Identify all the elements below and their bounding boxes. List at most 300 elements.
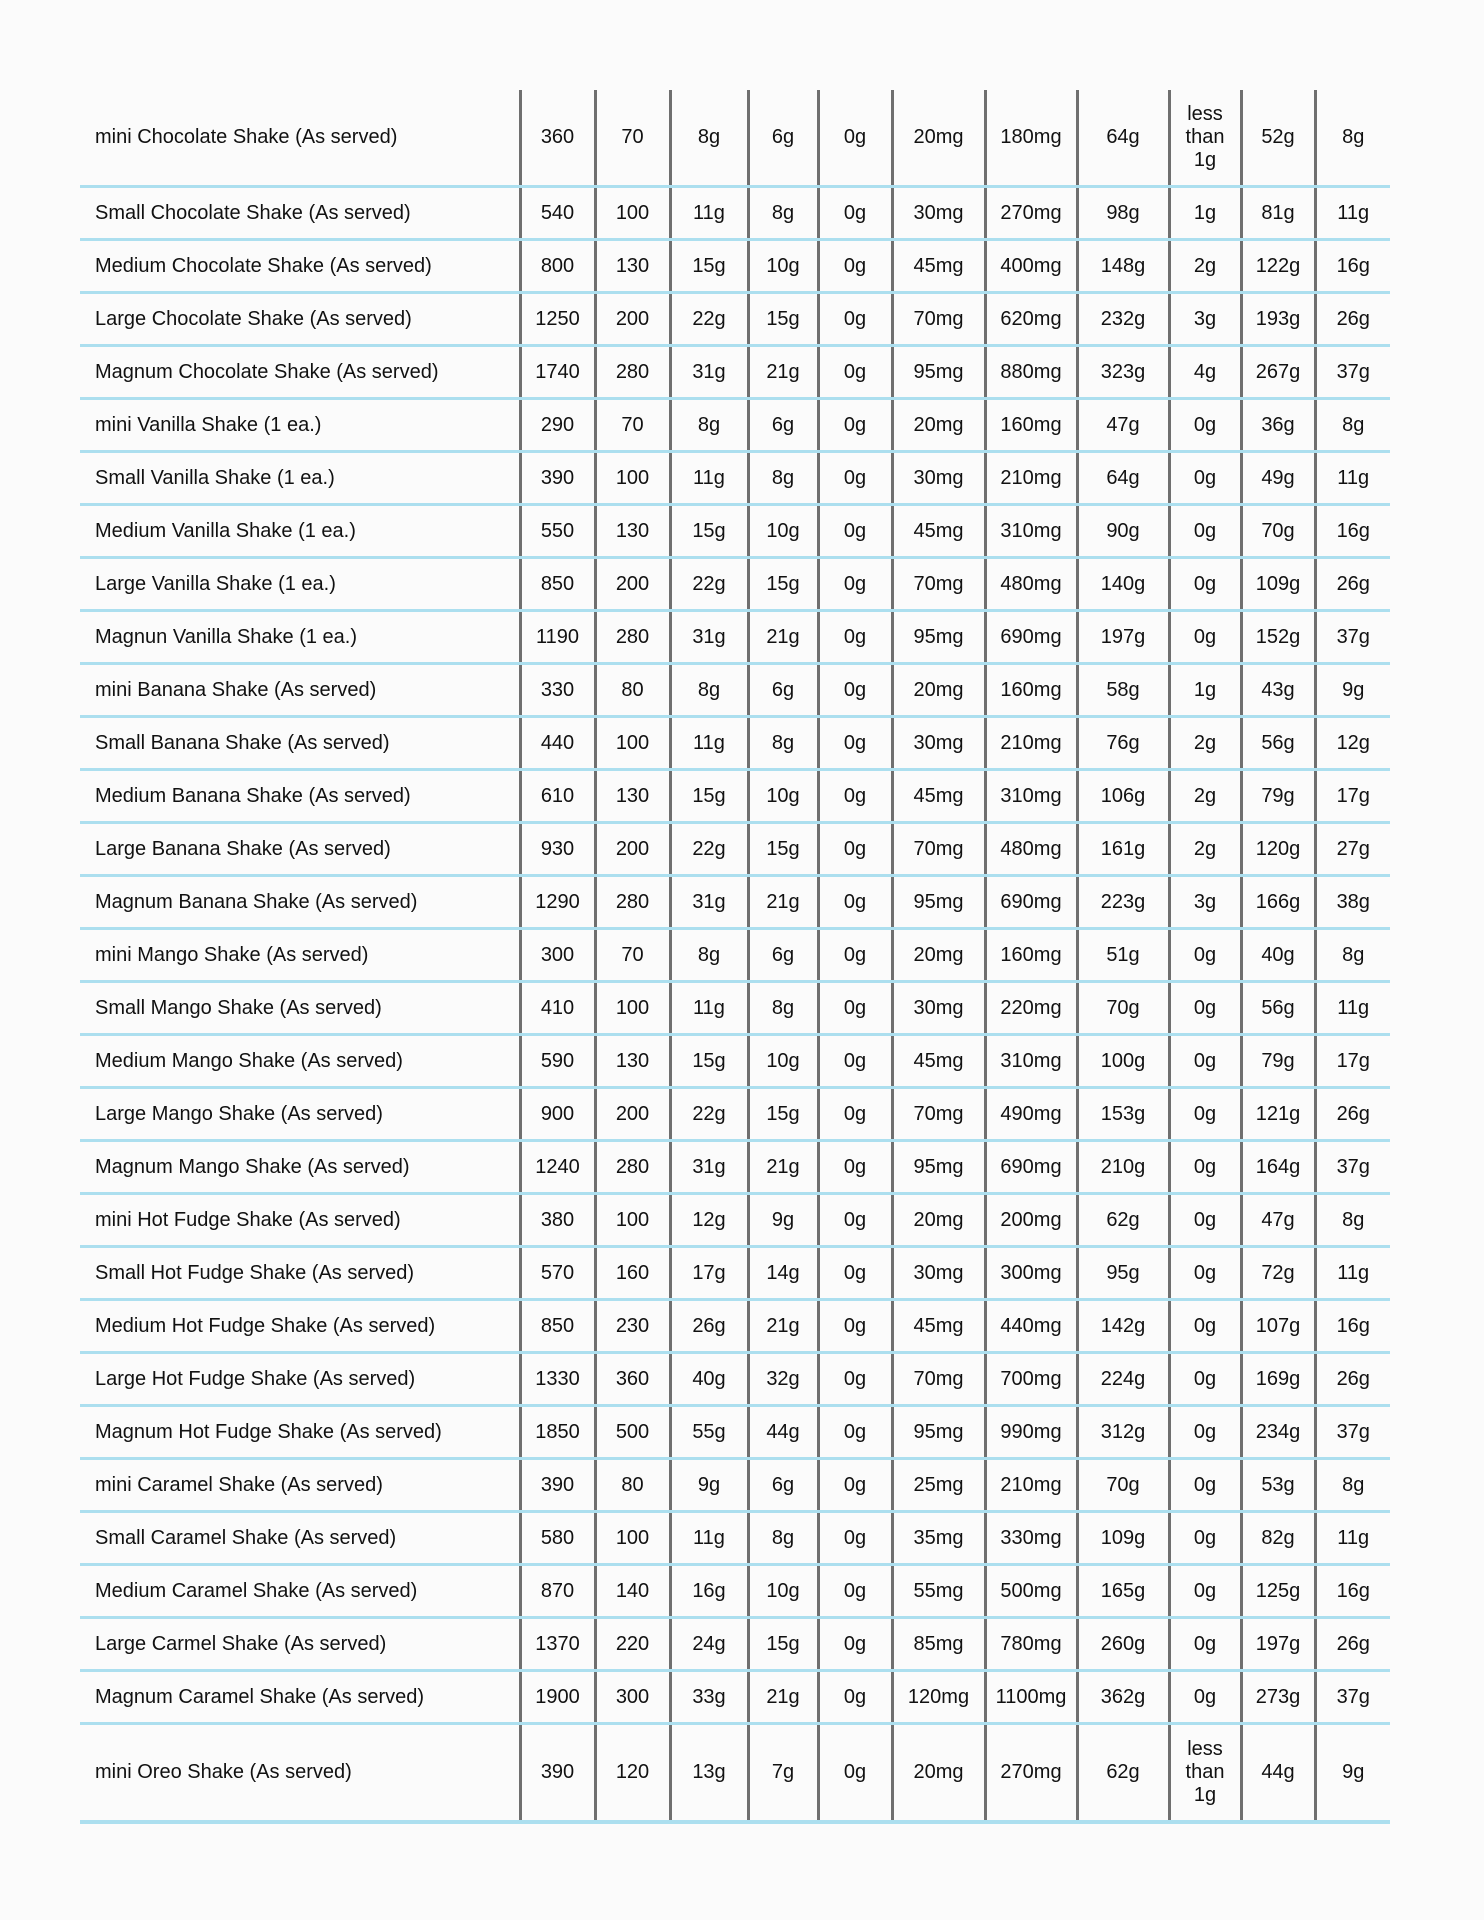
cell-total-fat: 31g <box>670 876 748 929</box>
cell-trans-fat: 0g <box>818 1565 892 1618</box>
cell-carbohydrates: 62g <box>1077 1724 1169 1823</box>
cell-sodium: 880mg <box>985 346 1077 399</box>
cell-protein: 26g <box>1315 1618 1390 1671</box>
cell-sugars: 81g <box>1241 187 1315 240</box>
table-row <box>80 1671 1390 1724</box>
cell-calories-from-fat: 130 <box>595 1035 670 1088</box>
cell-protein: 11g <box>1315 187 1390 240</box>
cell-total-fat: 11g <box>670 187 748 240</box>
cell-cholesterol: 20mg <box>892 929 985 982</box>
cell-dietary-fiber: 0g <box>1169 1671 1241 1724</box>
cell-protein: 26g <box>1315 1088 1390 1141</box>
cell-item: Medium Hot Fudge Shake (As served) <box>80 1300 520 1353</box>
table-row <box>80 90 1390 187</box>
cell-item: mini Mango Shake (As served) <box>80 929 520 982</box>
cell-dietary-fiber: 0g <box>1169 1512 1241 1565</box>
cell-calories-from-fat: 130 <box>595 505 670 558</box>
cell-protein: 11g <box>1315 982 1390 1035</box>
cell-trans-fat: 0g <box>818 611 892 664</box>
table-row <box>80 1247 1390 1300</box>
table-row <box>80 558 1390 611</box>
cell-calories: 580 <box>520 1512 595 1565</box>
cell-carbohydrates: 95g <box>1077 1247 1169 1300</box>
cell-item: Small Vanilla Shake (1 ea.) <box>80 452 520 505</box>
cell-dietary-fiber: 0g <box>1169 558 1241 611</box>
cell-calories: 900 <box>520 1088 595 1141</box>
cell-carbohydrates: 362g <box>1077 1671 1169 1724</box>
cell-carbohydrates: 210g <box>1077 1141 1169 1194</box>
cell-protein: 16g <box>1315 505 1390 558</box>
cell-carbohydrates: 148g <box>1077 240 1169 293</box>
cell-dietary-fiber: 0g <box>1169 1459 1241 1512</box>
cell-calories-from-fat: 130 <box>595 240 670 293</box>
cell-total-fat: 8g <box>670 90 748 187</box>
cell-carbohydrates: 142g <box>1077 1300 1169 1353</box>
table-row <box>80 293 1390 346</box>
cell-cholesterol: 30mg <box>892 717 985 770</box>
cell-calories-from-fat: 280 <box>595 1141 670 1194</box>
cell-calories-from-fat: 200 <box>595 1088 670 1141</box>
cell-sodium: 990mg <box>985 1406 1077 1459</box>
cell-calories: 1250 <box>520 293 595 346</box>
cell-calories-from-fat: 100 <box>595 452 670 505</box>
cell-dietary-fiber: 0g <box>1169 452 1241 505</box>
cell-trans-fat: 0g <box>818 399 892 452</box>
cell-total-fat: 15g <box>670 240 748 293</box>
cell-protein: 37g <box>1315 1671 1390 1724</box>
cell-sodium: 310mg <box>985 1035 1077 1088</box>
cell-cholesterol: 35mg <box>892 1512 985 1565</box>
cell-protein: 16g <box>1315 240 1390 293</box>
cell-cholesterol: 30mg <box>892 982 985 1035</box>
cell-cholesterol: 95mg <box>892 611 985 664</box>
cell-sugars: 49g <box>1241 452 1315 505</box>
cell-saturated-fat: 8g <box>748 1512 818 1565</box>
cell-total-fat: 15g <box>670 505 748 558</box>
cell-total-fat: 8g <box>670 929 748 982</box>
cell-trans-fat: 0g <box>818 823 892 876</box>
cell-cholesterol: 45mg <box>892 240 985 293</box>
cell-calories-from-fat: 220 <box>595 1618 670 1671</box>
cell-trans-fat: 0g <box>818 293 892 346</box>
cell-trans-fat: 0g <box>818 1406 892 1459</box>
cell-protein: 9g <box>1315 664 1390 717</box>
cell-total-fat: 22g <box>670 293 748 346</box>
cell-sugars: 166g <box>1241 876 1315 929</box>
cell-sodium: 210mg <box>985 452 1077 505</box>
table-row <box>80 1141 1390 1194</box>
table-row <box>80 982 1390 1035</box>
cell-calories: 330 <box>520 664 595 717</box>
cell-calories: 1190 <box>520 611 595 664</box>
cell-sugars: 125g <box>1241 1565 1315 1618</box>
cell-cholesterol: 20mg <box>892 399 985 452</box>
cell-calories-from-fat: 100 <box>595 1194 670 1247</box>
cell-sodium: 270mg <box>985 1724 1077 1823</box>
cell-dietary-fiber: 1g <box>1169 187 1241 240</box>
cell-dietary-fiber: 4g <box>1169 346 1241 399</box>
cell-saturated-fat: 15g <box>748 823 818 876</box>
cell-carbohydrates: 47g <box>1077 399 1169 452</box>
cell-protein: 8g <box>1315 1459 1390 1512</box>
cell-calories: 1900 <box>520 1671 595 1724</box>
cell-cholesterol: 30mg <box>892 1247 985 1300</box>
cell-total-fat: 22g <box>670 1088 748 1141</box>
cell-total-fat: 31g <box>670 1141 748 1194</box>
cell-sodium: 700mg <box>985 1353 1077 1406</box>
cell-total-fat: 8g <box>670 399 748 452</box>
cell-item: Large Hot Fudge Shake (As served) <box>80 1353 520 1406</box>
cell-carbohydrates: 51g <box>1077 929 1169 982</box>
cell-trans-fat: 0g <box>818 1724 892 1823</box>
cell-calories: 610 <box>520 770 595 823</box>
cell-item: mini Oreo Shake (As served) <box>80 1724 520 1823</box>
cell-cholesterol: 70mg <box>892 1088 985 1141</box>
cell-calories-from-fat: 100 <box>595 1512 670 1565</box>
cell-calories: 1330 <box>520 1353 595 1406</box>
cell-sodium: 400mg <box>985 240 1077 293</box>
cell-item: Small Banana Shake (As served) <box>80 717 520 770</box>
cell-item: Magnum Hot Fudge Shake (As served) <box>80 1406 520 1459</box>
table-row <box>80 664 1390 717</box>
cell-protein: 8g <box>1315 399 1390 452</box>
cell-total-fat: 15g <box>670 1035 748 1088</box>
cell-sugars: 43g <box>1241 664 1315 717</box>
cell-sugars: 72g <box>1241 1247 1315 1300</box>
cell-saturated-fat: 15g <box>748 1618 818 1671</box>
cell-dietary-fiber: 3g <box>1169 876 1241 929</box>
cell-cholesterol: 20mg <box>892 90 985 187</box>
cell-protein: 16g <box>1315 1300 1390 1353</box>
cell-trans-fat: 0g <box>818 558 892 611</box>
cell-carbohydrates: 58g <box>1077 664 1169 717</box>
cell-sodium: 690mg <box>985 876 1077 929</box>
cell-saturated-fat: 21g <box>748 1141 818 1194</box>
cell-dietary-fiber: 0g <box>1169 1141 1241 1194</box>
cell-total-fat: 55g <box>670 1406 748 1459</box>
cell-item: Magnum Caramel Shake (As served) <box>80 1671 520 1724</box>
cell-sugars: 44g <box>1241 1724 1315 1823</box>
cell-protein: 37g <box>1315 611 1390 664</box>
cell-total-fat: 11g <box>670 1512 748 1565</box>
cell-sodium: 160mg <box>985 399 1077 452</box>
table-row <box>80 1035 1390 1088</box>
cell-item: Large Mango Shake (As served) <box>80 1088 520 1141</box>
cell-sodium: 210mg <box>985 1459 1077 1512</box>
cell-protein: 37g <box>1315 1141 1390 1194</box>
cell-calories-from-fat: 200 <box>595 558 670 611</box>
cell-total-fat: 13g <box>670 1724 748 1823</box>
cell-total-fat: 22g <box>670 823 748 876</box>
cell-item: Large Chocolate Shake (As served) <box>80 293 520 346</box>
table-row <box>80 1088 1390 1141</box>
cell-trans-fat: 0g <box>818 240 892 293</box>
cell-sodium: 160mg <box>985 929 1077 982</box>
cell-dietary-fiber: 0g <box>1169 1353 1241 1406</box>
cell-calories-from-fat: 200 <box>595 293 670 346</box>
cell-dietary-fiber: 0g <box>1169 399 1241 452</box>
cell-calories: 1290 <box>520 876 595 929</box>
cell-cholesterol: 55mg <box>892 1565 985 1618</box>
cell-cholesterol: 95mg <box>892 876 985 929</box>
table-row <box>80 929 1390 982</box>
cell-sugars: 152g <box>1241 611 1315 664</box>
cell-protein: 8g <box>1315 929 1390 982</box>
cell-total-fat: 17g <box>670 1247 748 1300</box>
cell-calories: 440 <box>520 717 595 770</box>
cell-total-fat: 8g <box>670 664 748 717</box>
cell-calories-from-fat: 280 <box>595 611 670 664</box>
cell-protein: 26g <box>1315 1353 1390 1406</box>
cell-carbohydrates: 106g <box>1077 770 1169 823</box>
cell-item: mini Chocolate Shake (As served) <box>80 90 520 187</box>
cell-dietary-fiber: 0g <box>1169 1194 1241 1247</box>
cell-sodium: 180mg <box>985 90 1077 187</box>
table-row <box>80 1565 1390 1618</box>
cell-calories: 540 <box>520 187 595 240</box>
cell-sodium: 310mg <box>985 770 1077 823</box>
cell-trans-fat: 0g <box>818 346 892 399</box>
cell-sodium: 490mg <box>985 1088 1077 1141</box>
cell-calories: 1370 <box>520 1618 595 1671</box>
cell-sodium: 690mg <box>985 1141 1077 1194</box>
cell-saturated-fat: 21g <box>748 346 818 399</box>
cell-carbohydrates: 90g <box>1077 505 1169 558</box>
cell-dietary-fiber: 2g <box>1169 717 1241 770</box>
cell-carbohydrates: 76g <box>1077 717 1169 770</box>
cell-protein: 26g <box>1315 558 1390 611</box>
cell-saturated-fat: 6g <box>748 399 818 452</box>
cell-saturated-fat: 8g <box>748 982 818 1035</box>
cell-dietary-fiber: less than 1g <box>1169 1724 1241 1823</box>
cell-saturated-fat: 9g <box>748 1194 818 1247</box>
cell-item: Magnum Banana Shake (As served) <box>80 876 520 929</box>
cell-sugars: 193g <box>1241 293 1315 346</box>
cell-calories-from-fat: 80 <box>595 664 670 717</box>
cell-protein: 11g <box>1315 1247 1390 1300</box>
cell-cholesterol: 95mg <box>892 346 985 399</box>
cell-protein: 11g <box>1315 452 1390 505</box>
cell-sugars: 107g <box>1241 1300 1315 1353</box>
cell-sodium: 440mg <box>985 1300 1077 1353</box>
cell-item: Magnum Mango Shake (As served) <box>80 1141 520 1194</box>
cell-item: Magnum Chocolate Shake (As served) <box>80 346 520 399</box>
cell-dietary-fiber: 0g <box>1169 929 1241 982</box>
cell-protein: 11g <box>1315 1512 1390 1565</box>
cell-calories-from-fat: 130 <box>595 770 670 823</box>
table-row <box>80 1459 1390 1512</box>
cell-trans-fat: 0g <box>818 1194 892 1247</box>
cell-sugars: 273g <box>1241 1671 1315 1724</box>
cell-dietary-fiber: less than 1g <box>1169 90 1241 187</box>
table-row <box>80 1300 1390 1353</box>
cell-cholesterol: 30mg <box>892 187 985 240</box>
table-row <box>80 823 1390 876</box>
cell-total-fat: 12g <box>670 1194 748 1247</box>
cell-trans-fat: 0g <box>818 1035 892 1088</box>
cell-cholesterol: 45mg <box>892 505 985 558</box>
cell-cholesterol: 30mg <box>892 452 985 505</box>
cell-sodium: 480mg <box>985 558 1077 611</box>
cell-item: Small Mango Shake (As served) <box>80 982 520 1035</box>
cell-dietary-fiber: 0g <box>1169 1035 1241 1088</box>
cell-trans-fat: 0g <box>818 452 892 505</box>
table-row <box>80 1724 1390 1823</box>
cell-saturated-fat: 7g <box>748 1724 818 1823</box>
cell-calories: 800 <box>520 240 595 293</box>
cell-cholesterol: 120mg <box>892 1671 985 1724</box>
cell-protein: 17g <box>1315 1035 1390 1088</box>
cell-saturated-fat: 6g <box>748 90 818 187</box>
cell-saturated-fat: 21g <box>748 1671 818 1724</box>
cell-trans-fat: 0g <box>818 876 892 929</box>
cell-carbohydrates: 64g <box>1077 90 1169 187</box>
cell-saturated-fat: 10g <box>748 1035 818 1088</box>
cell-total-fat: 22g <box>670 558 748 611</box>
cell-item: mini Caramel Shake (As served) <box>80 1459 520 1512</box>
cell-sodium: 690mg <box>985 611 1077 664</box>
cell-cholesterol: 70mg <box>892 293 985 346</box>
cell-dietary-fiber: 0g <box>1169 1565 1241 1618</box>
cell-trans-fat: 0g <box>818 505 892 558</box>
cell-sugars: 79g <box>1241 1035 1315 1088</box>
cell-sugars: 47g <box>1241 1194 1315 1247</box>
cell-sugars: 70g <box>1241 505 1315 558</box>
cell-calories: 870 <box>520 1565 595 1618</box>
cell-total-fat: 9g <box>670 1459 748 1512</box>
cell-trans-fat: 0g <box>818 664 892 717</box>
cell-dietary-fiber: 0g <box>1169 1618 1241 1671</box>
cell-sugars: 52g <box>1241 90 1315 187</box>
cell-total-fat: 31g <box>670 611 748 664</box>
cell-calories: 360 <box>520 90 595 187</box>
cell-dietary-fiber: 0g <box>1169 1406 1241 1459</box>
cell-item: Medium Banana Shake (As served) <box>80 770 520 823</box>
cell-trans-fat: 0g <box>818 1671 892 1724</box>
cell-protein: 8g <box>1315 1194 1390 1247</box>
cell-carbohydrates: 161g <box>1077 823 1169 876</box>
cell-sugars: 169g <box>1241 1353 1315 1406</box>
cell-item: Medium Mango Shake (As served) <box>80 1035 520 1088</box>
cell-carbohydrates: 232g <box>1077 293 1169 346</box>
cell-dietary-fiber: 0g <box>1169 611 1241 664</box>
cell-trans-fat: 0g <box>818 1618 892 1671</box>
nutrition-table-body <box>80 90 1390 1822</box>
cell-protein: 17g <box>1315 770 1390 823</box>
cell-saturated-fat: 10g <box>748 505 818 558</box>
cell-cholesterol: 70mg <box>892 558 985 611</box>
cell-cholesterol: 70mg <box>892 823 985 876</box>
cell-sugars: 121g <box>1241 1088 1315 1141</box>
cell-dietary-fiber: 2g <box>1169 823 1241 876</box>
cell-sugars: 267g <box>1241 346 1315 399</box>
cell-cholesterol: 20mg <box>892 664 985 717</box>
cell-total-fat: 11g <box>670 982 748 1035</box>
cell-cholesterol: 25mg <box>892 1459 985 1512</box>
cell-protein: 12g <box>1315 717 1390 770</box>
cell-saturated-fat: 14g <box>748 1247 818 1300</box>
cell-carbohydrates: 62g <box>1077 1194 1169 1247</box>
cell-saturated-fat: 44g <box>748 1406 818 1459</box>
cell-cholesterol: 45mg <box>892 1035 985 1088</box>
cell-saturated-fat: 15g <box>748 1088 818 1141</box>
cell-total-fat: 15g <box>670 770 748 823</box>
cell-trans-fat: 0g <box>818 1459 892 1512</box>
cell-total-fat: 40g <box>670 1353 748 1406</box>
cell-carbohydrates: 197g <box>1077 611 1169 664</box>
table-row <box>80 611 1390 664</box>
cell-protein: 8g <box>1315 90 1390 187</box>
cell-cholesterol: 20mg <box>892 1724 985 1823</box>
cell-dietary-fiber: 0g <box>1169 505 1241 558</box>
cell-saturated-fat: 21g <box>748 611 818 664</box>
cell-sugars: 40g <box>1241 929 1315 982</box>
cell-total-fat: 11g <box>670 717 748 770</box>
table-row <box>80 187 1390 240</box>
cell-calories-from-fat: 230 <box>595 1300 670 1353</box>
cell-calories-from-fat: 120 <box>595 1724 670 1823</box>
cell-sodium: 310mg <box>985 505 1077 558</box>
cell-calories-from-fat: 80 <box>595 1459 670 1512</box>
cell-sodium: 620mg <box>985 293 1077 346</box>
cell-saturated-fat: 21g <box>748 1300 818 1353</box>
cell-carbohydrates: 224g <box>1077 1353 1169 1406</box>
cell-calories-from-fat: 140 <box>595 1565 670 1618</box>
cell-calories: 850 <box>520 558 595 611</box>
cell-sugars: 122g <box>1241 240 1315 293</box>
cell-protein: 26g <box>1315 293 1390 346</box>
cell-sugars: 120g <box>1241 823 1315 876</box>
cell-calories-from-fat: 200 <box>595 823 670 876</box>
cell-calories-from-fat: 100 <box>595 982 670 1035</box>
cell-saturated-fat: 15g <box>748 293 818 346</box>
cell-sugars: 109g <box>1241 558 1315 611</box>
cell-dietary-fiber: 0g <box>1169 1300 1241 1353</box>
cell-carbohydrates: 312g <box>1077 1406 1169 1459</box>
cell-saturated-fat: 10g <box>748 240 818 293</box>
cell-calories: 590 <box>520 1035 595 1088</box>
cell-sodium: 300mg <box>985 1247 1077 1300</box>
cell-calories: 380 <box>520 1194 595 1247</box>
cell-protein: 27g <box>1315 823 1390 876</box>
cell-saturated-fat: 6g <box>748 929 818 982</box>
cell-dietary-fiber: 3g <box>1169 293 1241 346</box>
cell-trans-fat: 0g <box>818 1353 892 1406</box>
cell-trans-fat: 0g <box>818 1247 892 1300</box>
cell-total-fat: 16g <box>670 1565 748 1618</box>
cell-dietary-fiber: 0g <box>1169 982 1241 1035</box>
cell-carbohydrates: 153g <box>1077 1088 1169 1141</box>
cell-total-fat: 33g <box>670 1671 748 1724</box>
cell-cholesterol: 95mg <box>892 1141 985 1194</box>
cell-trans-fat: 0g <box>818 1300 892 1353</box>
cell-protein: 37g <box>1315 1406 1390 1459</box>
cell-total-fat: 26g <box>670 1300 748 1353</box>
cell-saturated-fat: 6g <box>748 664 818 717</box>
table-row <box>80 240 1390 293</box>
nutrition-table <box>80 90 1390 1824</box>
cell-trans-fat: 0g <box>818 1141 892 1194</box>
table-row <box>80 399 1390 452</box>
cell-cholesterol: 70mg <box>892 1353 985 1406</box>
cell-carbohydrates: 323g <box>1077 346 1169 399</box>
cell-sodium: 1100mg <box>985 1671 1077 1724</box>
cell-item: Small Caramel Shake (As served) <box>80 1512 520 1565</box>
cell-sugars: 82g <box>1241 1512 1315 1565</box>
cell-total-fat: 11g <box>670 452 748 505</box>
cell-item: mini Hot Fudge Shake (As served) <box>80 1194 520 1247</box>
cell-calories: 570 <box>520 1247 595 1300</box>
